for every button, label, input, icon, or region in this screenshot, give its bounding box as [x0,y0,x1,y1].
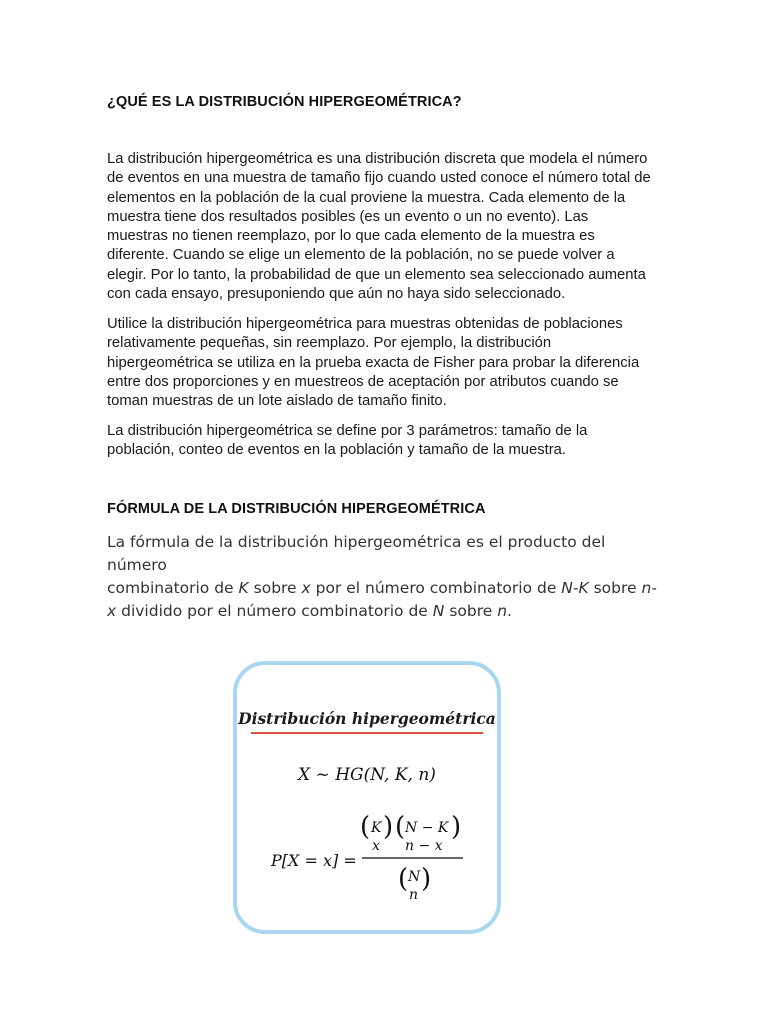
text-line: de eventos en una muestra de tamaño fijo cuando usted conoce el número total de [107,170,651,187]
text-line: relativamente pequeñas, sin reemplazo. Por ejemplo, la distribución [107,335,552,352]
text-line: muestra tiene dos resultados posibles (es un evento o un no evento). Las [107,208,589,225]
binom3-top: N [408,869,421,885]
formula-card [233,661,501,934]
paren-right: ) [383,815,394,842]
paragraph-formula-description [107,531,657,623]
binom3-bottom: n [409,887,419,903]
paren-left: ( [398,864,409,894]
pmf-lhs: P[X = x] = [271,851,357,870]
paren-left: ( [395,815,406,842]
pmf-formula [237,815,497,905]
text-line: La distribución hipergeométrica se define por 3 parámetros: tamaño de la [107,423,588,439]
text-line: Utilice la distribución hipergeométrica para muestras obtenidas de poblaciones [107,316,623,332]
binom1-bottom: x [372,838,380,854]
text-line: La fórmula de la distribución hipergeométrica es el producto del número [107,533,606,574]
text-line: población, conteo de eventos en la población y tamaño de la muestra. [107,442,567,459]
section-heading-what-is: ¿QUÉ ES LA DISTRIBUCIÓN HIPERGEOMÉTRICA? [107,94,462,110]
text-line: muestras no tienen reemplazo, por lo que cada elemento de la muestra es [107,228,595,245]
binom2-bottom: n − x [405,838,443,854]
text-line: La distribución hipergeométrica es una distribución discreta que modela el número [107,151,648,167]
text-line: x dividido por el número combinatorio de N sobre n. [107,602,512,620]
section-heading-formula: FÓRMULA DE LA DISTRIBUCIÓN HIPERGEOMÉTRICA [107,501,486,517]
paren-left: ( [360,815,371,842]
title-underline [251,732,483,734]
paragraph-parameters [107,422,667,461]
text-line: diferente. Cuando se elige un elemento de la población, no se puede volver a [107,247,615,264]
text-line: elementos en la población de la cual proviene la muestra. Cada elemento de la [107,189,626,206]
text-line: con cada ensayo, presuponiendo que aún no haya sido seleccionado. [107,286,566,303]
formula-card-title: Distribución hipergeométrica [238,709,496,728]
text-line: elegir. Por lo tanto, la probabilidad de que un elemento sea seleccionado aumenta [107,266,646,283]
text-line: entre dos proporciones y en muestreos de aceptación por atributos cuando se [107,373,619,390]
text-line: combinatorio de K sobre x por el número combinatorio de N-K sobre n- [107,579,657,597]
paren-right: ) [451,815,462,842]
distribution-definition: X ~ HG(N, K, n) [298,765,436,785]
binom1-top: K [371,820,382,836]
paragraph-usage [107,315,667,411]
text-line: toman muestras de un lote aislado de tamaño finito. [107,393,447,410]
paragraph-definition [107,150,667,304]
text-line: hipergeométrica se utiliza en la prueba exacta de Fisher para probar la diferencia [107,354,640,371]
paren-right: ) [421,864,432,894]
binom2-top: N − K [405,820,449,836]
